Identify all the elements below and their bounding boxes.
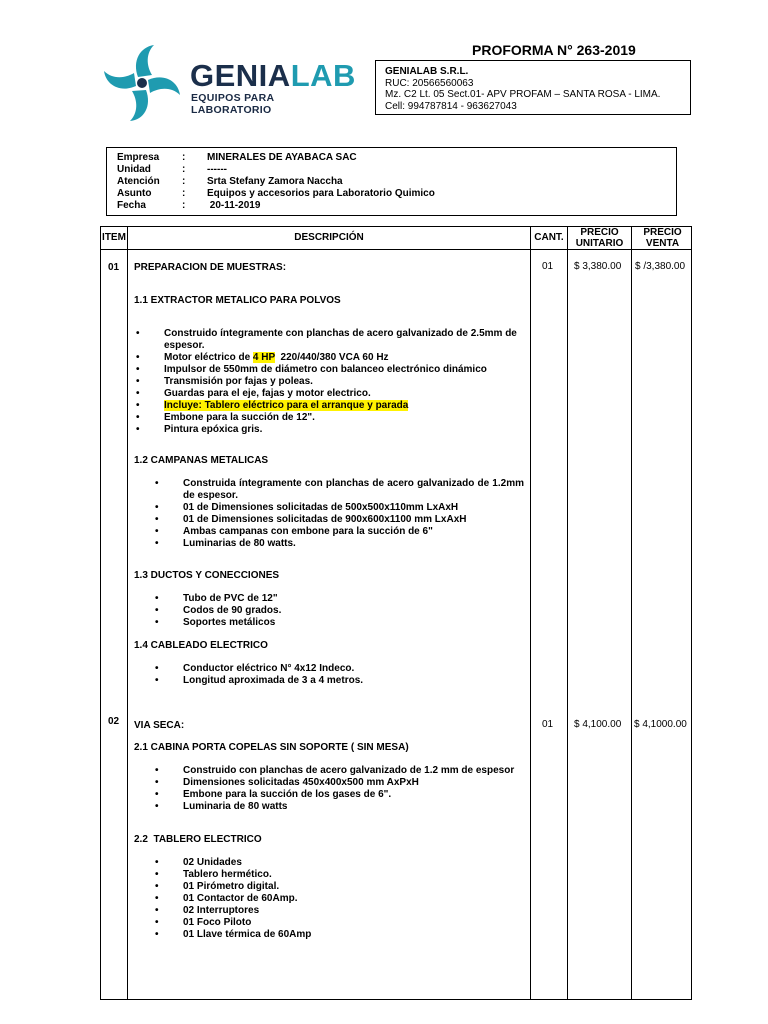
bullet-icon: • — [155, 514, 159, 525]
bullet-icon: • — [155, 801, 159, 812]
company-ruc: RUC: 20566560063 — [385, 77, 474, 89]
client-value: 20-11-2019 — [207, 200, 261, 211]
list-item: • 02 Interruptores — [155, 905, 260, 916]
client-label: Unidad — [117, 164, 151, 175]
bullet-icon: • — [155, 881, 159, 892]
list-item: • Luminarias de 80 watts. — [155, 538, 296, 549]
company-info-box — [375, 60, 691, 115]
genialab-swirl-icon — [100, 42, 184, 124]
client-label: Fecha — [117, 200, 146, 211]
list-item: • Guardas para el eje, fajas y motor electrico. — [136, 388, 371, 399]
bullet-icon: • — [136, 376, 140, 387]
list-item: • Construida íntegramente con planchas de acero galvanizado de 1.2mm de espesor. — [155, 478, 524, 501]
column-divider — [127, 227, 128, 999]
client-value: ------ — [207, 164, 227, 175]
bullet-icon: • — [155, 502, 159, 513]
client-label: Empresa — [117, 152, 160, 163]
spec-list — [155, 593, 524, 629]
bullet-icon: • — [136, 364, 140, 375]
bullet-icon: • — [155, 538, 159, 549]
header-divider — [101, 249, 691, 250]
section-title: 1.4 CABLEADO ELECTRICO — [134, 640, 268, 651]
bullet-icon: • — [155, 857, 159, 868]
list-item: • Transmisión por fajas y poleas. — [136, 376, 313, 387]
bullet-icon: • — [155, 929, 159, 940]
list-item: • Longitud aproximada de 3 a 4 metros. — [155, 675, 364, 686]
highlighted-text: Incluye: Tablero eléctrico para el arranque y parada — [164, 400, 409, 411]
bullet-icon: • — [155, 893, 159, 904]
company-name: GENIALAB S.R.L. — [385, 66, 469, 77]
list-item: • Luminaria de 80 watts — [155, 801, 288, 812]
list-item: • Dimensiones solicitadas 450x400x500 mm AxPxH — [155, 777, 419, 788]
bullet-icon: • — [155, 605, 159, 616]
list-item: • 01 Foco Piloto — [155, 917, 252, 928]
bullet-icon: • — [136, 328, 140, 339]
list-item: • Ambas campanas con embone para la succión de 6" — [155, 526, 433, 537]
item-unit-price: $ 4,100.00 — [574, 719, 622, 730]
bullet-icon: • — [155, 526, 159, 537]
bullet-icon: • — [155, 663, 159, 674]
list-item: • Motor eléctrico de 4 HP 220/440/380 VCA 60 Hz — [136, 352, 389, 363]
list-item: • Construido íntegramente con planchas de acero galvanizado de 2.5mm de espesor. — [136, 328, 517, 351]
bullet-icon: • — [136, 412, 140, 423]
client-value: Srta Stefany Zamora Naccha — [207, 176, 343, 187]
list-item: • Pintura epóxica gris. — [136, 424, 263, 435]
logo-tagline: EQUIPOS PARA LABORATORIO — [191, 92, 274, 116]
list-item: • Impulsor de 550mm de diámetro con balanceo electrónico dinámico — [136, 364, 487, 375]
bullet-icon: • — [136, 424, 140, 435]
client-sep: : — [182, 152, 186, 163]
list-item: • 01 de Dimensiones solicitadas de 900x600x1100 mm LxAxH — [155, 514, 467, 525]
bullet-icon: • — [155, 593, 159, 604]
client-sep: : — [182, 188, 186, 199]
proforma-title: PROFORMA N° 263-2019 — [472, 42, 636, 58]
item-total: $ /3,380.00 — [635, 261, 686, 272]
bullet-icon: • — [155, 478, 159, 489]
section-title: 1.3 DUCTOS Y CONECCIONES — [134, 570, 280, 581]
client-value: Equipos y accesorios para Laboratorio Quimico — [207, 188, 435, 199]
item-number: 01 — [108, 262, 120, 273]
section-title: 2.2 TABLERO ELECTRICO — [134, 834, 262, 845]
bullet-icon: • — [155, 675, 159, 686]
list-item: • 01 Llave térmica de 60Amp — [155, 929, 312, 940]
client-value: MINERALES DE AYABACA SAC — [207, 152, 357, 163]
item-qty: 01 — [542, 719, 554, 730]
company-logo — [100, 42, 356, 124]
item-title: PREPARACION DE MUESTRAS: — [134, 262, 287, 273]
list-item: • 01 Pirómetro digital. — [155, 881, 280, 892]
list-item — [136, 400, 524, 412]
spec-list — [136, 328, 524, 436]
item-title: VIA SECA: — [134, 720, 185, 731]
quotation-table — [100, 226, 692, 1000]
item-qty: 01 — [542, 261, 554, 272]
list-item: • Embone para la succión de los gases de 6". — [155, 789, 392, 800]
client-sep: : — [182, 176, 186, 187]
header-item: ITEM — [102, 232, 126, 243]
spec-list — [155, 663, 524, 687]
header-qty: CANT. — [534, 232, 564, 243]
item-unit-price: $ 3,380.00 — [574, 261, 622, 272]
bullet-icon: • — [136, 388, 140, 399]
list-item: • Construido con planchas de acero galvanizado de 1.2 mm de espesor — [155, 765, 515, 776]
client-info-box — [106, 147, 677, 216]
highlighted-text: 4 HP — [252, 352, 275, 363]
item-total: $ 4,1000.00 — [634, 719, 687, 730]
list-item: • Embone para la succión de 12". — [136, 412, 315, 423]
list-item: • Tablero hermético. — [155, 869, 272, 880]
bullet-icon: • — [155, 789, 159, 800]
bullet-icon: • — [155, 905, 159, 916]
spec-list — [155, 478, 524, 550]
bullet-icon: • — [155, 917, 159, 928]
bullet-icon: • — [155, 617, 159, 628]
company-phone: Cell: 994787814 - 963627043 — [385, 100, 517, 112]
header-total: PRECIO VENTA — [643, 227, 682, 249]
spec-list — [155, 765, 524, 813]
bullet-icon: • — [155, 869, 159, 880]
list-item: • 01 de Dimensiones solicitadas de 500x500x110mm LxAxH — [155, 502, 459, 513]
section-title: 1.2 CAMPANAS METALICAS — [134, 455, 269, 466]
logo-wordmark: GENIALAB — [190, 58, 356, 93]
list-item: • Tubo de PVC de 12" — [155, 593, 278, 604]
list-item: • Soportes metálicos — [155, 617, 276, 628]
spec-list — [155, 857, 524, 941]
item-number: 02 — [108, 716, 120, 727]
column-divider — [567, 227, 568, 999]
client-sep: : — [182, 164, 186, 175]
company-address: Mz. C2 Lt. 05 Sect.01- APV PROFAM – SANTA ROSA - LIMA. — [385, 89, 661, 100]
bullet-icon: • — [136, 352, 140, 363]
column-divider — [530, 227, 531, 999]
header-unit-price: PRECIO UNITARIO — [575, 227, 624, 249]
section-title: 2.1 CABINA PORTA COPELAS SIN SOPORTE ( SIN MESA) — [134, 742, 409, 753]
column-divider — [631, 227, 632, 999]
bullet-icon: • — [155, 777, 159, 788]
section-title: 1.1 EXTRACTOR METALICO PARA POLVOS — [134, 295, 341, 306]
bullet-icon: • — [136, 400, 140, 411]
list-item: • Codos de 90 grados. — [155, 605, 282, 616]
list-item: • 02 Unidades — [155, 857, 242, 868]
list-item: • Conductor eléctrico N° 4x12 Indeco. — [155, 663, 355, 674]
client-label: Asunto — [117, 188, 152, 199]
list-item: • 01 Contactor de 60Amp. — [155, 893, 298, 904]
header-description: DESCRIPCIÓN — [294, 232, 364, 243]
client-sep: : — [182, 200, 186, 211]
bullet-icon: • — [155, 765, 159, 776]
client-label: Atención — [117, 176, 160, 187]
